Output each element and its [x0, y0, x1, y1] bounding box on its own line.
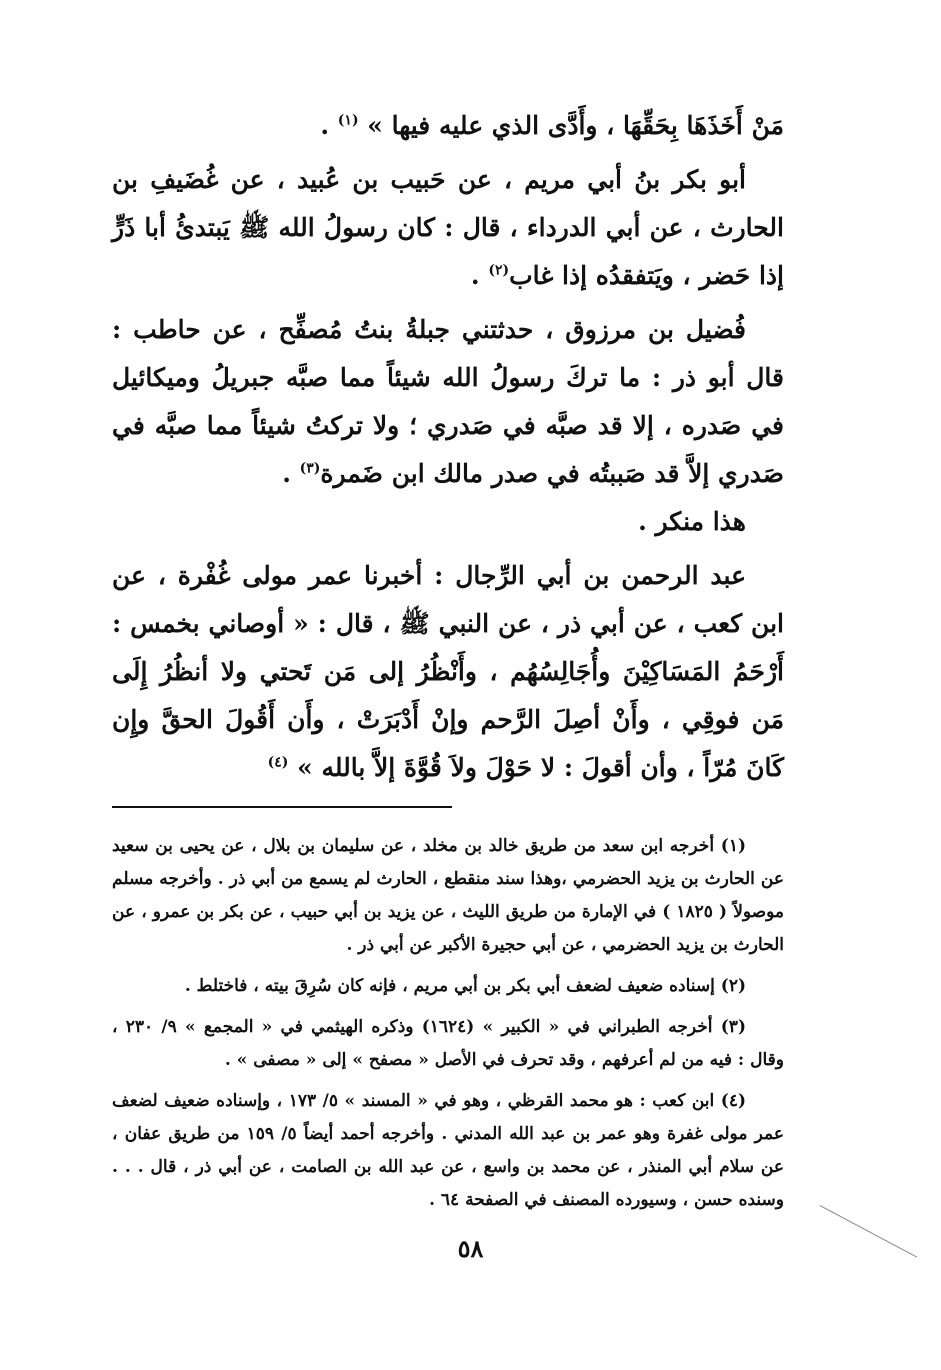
- paragraph-1-end: .: [320, 111, 338, 140]
- footnote-separator: [112, 806, 452, 808]
- paragraph-2-end: .: [470, 261, 489, 290]
- footnotes: [112, 830, 784, 1217]
- paragraph-4: هذا منكر .: [638, 507, 746, 536]
- main-text: [112, 102, 784, 792]
- footnote-1: (١) أخرجه ابن سعد من طريق خالد بن مخلد ، عن سليمان بن بلال ، عن يحيى بن سعيد عن الحارث بن يزيد الحضرمي ،وهذا سند منقطع ، الحارث لم يسمع من أبي ذر . وأخرجه مسلم موصولاً ( ١٨٢٥ ) في الإمارة من طريق الليث ، عن يزيد بن أبي حبيب ، عن بكر بن عمرو ، عن الحارث بن يزيد الحضرمي ، عن أبي حجيرة الأكبر عن أبي ذر .: [112, 836, 784, 955]
- paragraph-3: [112, 306, 784, 498]
- footnote-3: (٣) أخرجه الطبراني في « الكبير » (١٦٢٤) وذكره الهيثمي في « المجمع » ٩/ ٢٣٠ ، وقال : فيه من لم أعرفهم ، وقد تحرف في الأصل « مصفح » إلى « مصفى » .: [112, 1017, 784, 1070]
- footnote-ref-4[interactable]: (٤): [267, 754, 289, 771]
- paragraph-5: [112, 552, 784, 792]
- footnote-2: (٢) إسناده ضعيف لضعف أبي بكر بن أبي مريم ، فإنه كان سُرِقَ بيته ، فاختلط .: [184, 976, 746, 996]
- paragraph-3-end: .: [282, 459, 300, 488]
- paragraph-1: [112, 102, 784, 150]
- paragraph-1-text: مَنْ أَخَذَهَا بِحَقِّهَا ، وأَدَّى الذي عليه فيها »: [367, 111, 784, 140]
- footnote-ref-3[interactable]: (٣): [299, 460, 321, 477]
- footnote-ref-2[interactable]: (٢): [488, 262, 510, 279]
- paragraph-5-text: عبد الرحمن بن أبي الرِّجال : أخبرنا عمر مولى غُفْرة ، عن ابن كعب ، عن أبي ذر ، عن النبي ﷺ ، قال : « أوصاني بخمس : أَرْحَمُ المَسَاكِيْنَ وأُجَالِسُهُم ، وأَنْظُرُ إلى مَن تَحتي ولا أنظُرُ إِلَى مَن فوقِي ، وأَنْ أصِلَ الرَّحم وإنْ أَدْبَرَتْ ، وأَن أَقُولَ الحقَّ وإِن كَانَ مُرّاً ، وأن أقولَ : لا حَوْلَ ولاَ قُوَّةَ إلاَّ بالله »: [112, 561, 784, 782]
- footnote-4: (٤) ابن كعب : هو محمد القرظي ، وهو في « المسند » ٥/ ١٧٣ ، وإسناده ضعيف لضعف عمر مولى غفرة وهو عمر بن عبد الله المدني . وأخرجه أحمد أيضاً ٥/ ١٥٩ من طريق عفان ، عن سلام أبي المنذر ، عن محمد بن واسع ، عن عبد الله بن الصامت ، عن أبي ذر ، قال . . . وسنده حسن ، وسيورده المصنف في الصفحة ٦٤ .: [112, 1091, 784, 1210]
- footnote-ref-1[interactable]: (١): [337, 112, 359, 129]
- page-content: [112, 102, 784, 1225]
- paragraph-2-text: أبو بكر بنُ أبي مريم ، عن حَبيب بن عُبيد ، عن غُضَيفِ بن الحارث ، عن أبي الدرداء ، قال : كان رسولُ الله ﷺ يَبتدئُ أبا ذَرٍّ إذا حَضر ، ويَتفقدُه إذا غاب: [112, 165, 784, 290]
- paragraph-3-text: فُضيل بن مرزوق ، حدثتني جبلةُ بنتُ مُصفِّح ، عن حاطب : قال أبو ذر : ما تركَ رسولُ الله شيئاً مما صبَّه جبريلُ وميكائيل في صَدره ، إلا قد صبَّه في صَدري ؛ ولا تركتُ شيئاً مما صبَّه في صَدري إلاَّ قد صَببتُه في صدر مالك ابن ضَمرة: [112, 315, 784, 488]
- page-number: ٥٨: [457, 1234, 484, 1263]
- paragraph-2: [112, 156, 784, 300]
